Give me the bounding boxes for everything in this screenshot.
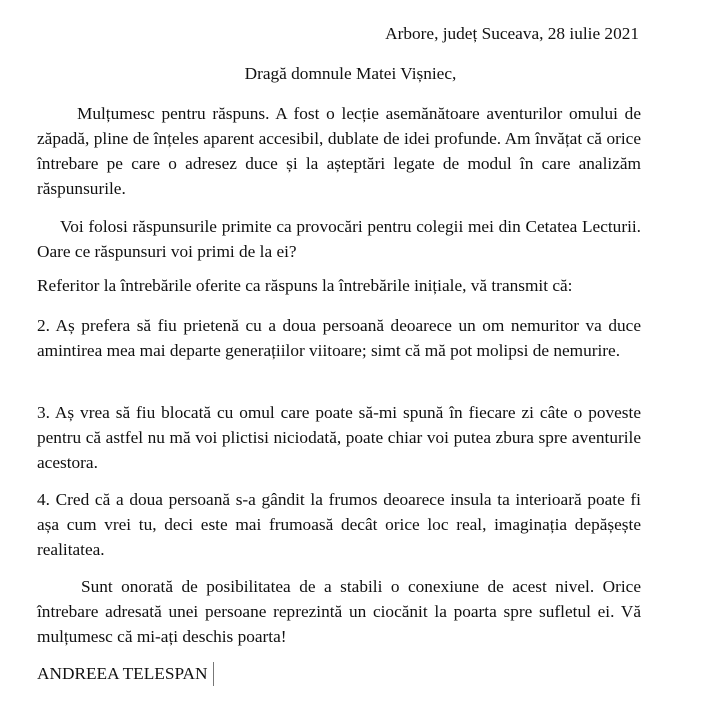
paragraph-answer-2: 2. Aș prefera să fiu prietenă cu a doua persoană deoarece un om nemuritor va duce amintirea mea mai departe generațiilor viitoare; simt că mă pot molipsi de nemurire. — [37, 316, 641, 360]
paragraph-answer-3: 3. Aș vrea să fiu blocată cu omul care poate să-mi spună în fiecare zi câte o poveste pentru că astfel nu mă voi plictisi niciodată, poate chiar voi putea zbura spre aventurile acestora. — [37, 403, 641, 472]
paragraph-challenges: Voi folosi răspunsurile primite ca provocări pentru colegii mei din Cetatea Lecturii. Oare ce răspunsuri voi primi de la ei? — [37, 217, 641, 261]
paragraph-answer-4: 4. Cred că a doua persoană s-a gândit la frumos deoarece insula ta interioară poate fi așa cum vrei tu, deci este mai frumoasă decât orice loc real, imaginația depășește realitatea. — [37, 490, 641, 559]
paragraph-thanks: Mulțumesc pentru răspuns. A fost o lecție asemănătoare aventurilor omului de zăpadă, pline de înțeles aparent accesibil, dublate de idei profunde. Am învățat că orice întrebare pe care o adresez duce și la așteptări legate de modul în care analizăm răspunsurile. — [37, 104, 641, 198]
paragraph-intro-answers: Referitor la întrebările oferite ca răspuns la întrebările inițiale, vă transmit că: — [37, 276, 573, 295]
letter-dateline: Arbore, județ Suceava, 28 iulie 2021 — [385, 24, 639, 43]
letter-signature: ANDREEA TELESPAN — [37, 662, 214, 686]
paragraph-closing: Sunt onorată de posibilitatea de a stabili o conexiune de acest nivel. Orice întrebare adresată unei persoane reprezintă un ciocănit la poarta spre sufletul ei. Vă mulțumesc că mi-ați deschis poarta! — [37, 577, 641, 646]
letter-salutation: Dragă domnule Matei Vișniec, — [244, 64, 457, 83]
